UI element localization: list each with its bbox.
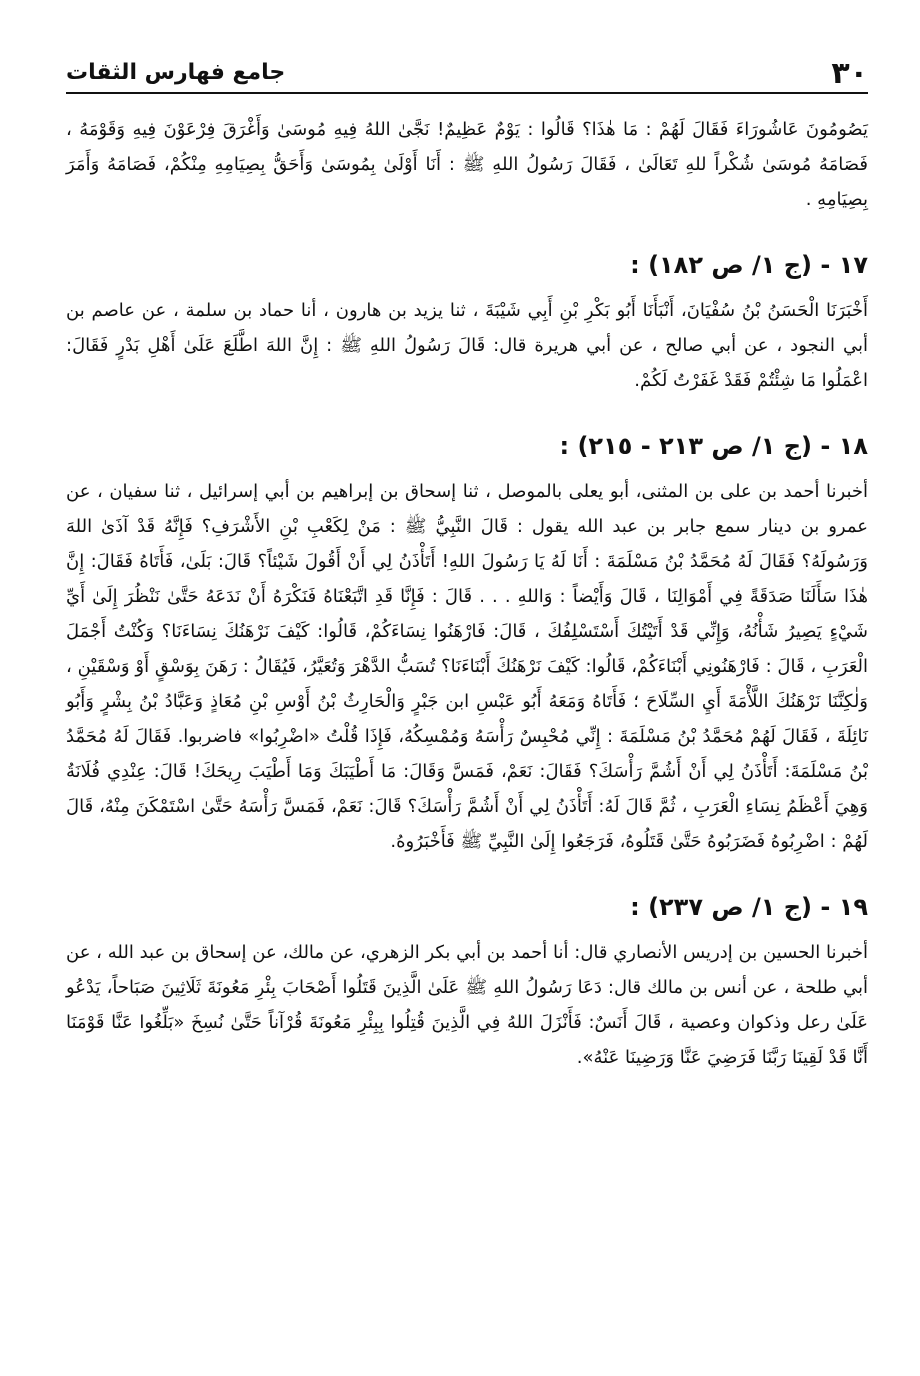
hadith-18-heading: ١٨ - (ج ١/ ص ٢١٣ - ٢١٥) : (559, 432, 868, 460)
page-number: ٣٠ (831, 56, 868, 91)
hadith-17-heading: ١٧ - (ج ١/ ص ١٨٢) : (630, 251, 868, 279)
hadith-17-text: أَخْبَرَنَا الْحَسَنُ بْنُ سُفْيَانَ، أَنْبَأَنَا أَبُو بَكْرِ بْنِ أَبِي شَيْبَةَ ، ثنا يزيد بن هارون ، أنا حماد بن سلمة ، عن عاصم بن أبي النجود ، عن أبي صالح ، عن أبي هريرة قال: قَالَ رَسُولُ اللهِ ﷺ : إِنَّ اللهَ اطَّلَعَ عَلَىٰ أَهْلِ بَدْرٍ فَقَالَ: اعْمَلُوا مَا شِئْتُمْ فَقَدْ غَفَرْتُ لَكُمْ. (66, 300, 868, 391)
running-title: جامع فهارس الثقات (66, 60, 286, 85)
hadith-18-text: أخبرنا أحمد بن على بن المثنى، أبو يعلى بالموصل ، ثنا إسحاق بن إبراهيم بن أبي إسرائيل ، ثنا سفيان ، عن عمرو بن دينار سمع جابر بن عبد الله يقول : قَالَ النَّبِيُّ ﷺ : مَنْ لِكَعْبِ بْنِ الأَشْرَفِ؟ فَإِنَّهُ قَدْ آذَىٰ اللهَ وَرَسُولَهُ؟ فَقَالَ لَهُ مُحَمَّدُ بْنُ مَسْلَمَةَ : أَنَا لَهُ يَا رَسُولَ اللهِ! أَتَأْذَنُ لِي أَنْ أَقُولَ شَيْئاً؟ قَالَ: بَلَىٰ، فَأَتَاهُ فَقَالَ: إِنَّ هٰذَا سَأَلَنَا صَدَقَةً فِي أَمْوَالِنَا ، قَالَ وَأَيْضاً : وَاللهِ . . . قَالَ : فَإِنَّا قَدِ اتَّبَعْنَاهُ فَنَكْرَهُ أَنْ نَدَعَهُ حَتَّىٰ نَنْظُرَ إِلَىٰ أَيِّ شَيْءٍ يَصِيرُ شَأْنُهُ، وَإِنِّي قَدْ أَتَيْتُكَ أَسْتَسْلِفُكَ ، قَالَ: فَارْهَنُوا نِسَاءَكُمْ، قَالُوا: كَيْفَ نَرْهَنُكَ نِسَاءَنَا؟ وَكُنْتُ أَجْمَلَ الْعَرَبِ ، قَالَ : فَارْهَنُونِي أَبْنَاءَكُمْ، قَالُوا: كَيْفَ نَرْهَنُكَ أَبْنَاءَنَا؟ تُسَبُّ الدَّهْرَ وَتُعَيَّرُ، فَيُقَالُ : رَهَنَ بِوَسْقٍ أَوْ وَسْقَيْنِ ، وَلٰكِنَّنَا نَرْهَنُكَ اللَّأْمَةَ أَيِ السِّلَاحَ ؛ فَأَتَاهُ وَمَعَهُ أَبُو عَبْسِ ابن جَبْرٍ وَالْحَارِثُ بْنُ أَوْسِ بْنِ مُعَاذٍ وَعَبَّادُ بْنُ بِشْرٍ وَأَبُو نَائِلَةَ ، فَقَالَ لَهُمْ مُحَمَّدُ بْنُ مَسْلَمَةَ : إِنِّي مُحْبِسٌ رَأْسَهُ وَمُمْسِكُهُ، فَإِذَا قُلْتُ «اضْرِبُوا» فاضربوا. فَقَالَ لَهُ مُحَمَّدُ بْنُ مَسْلَمَةَ: أَتَأْذَنُ لِي أَنْ أَشُمَّ رَأْسَكَ؟ فَقَالَ: نَعَمْ، فَمَسَّ وَقَالَ: مَا أَطْيَبَكَ وَمَا أَطْيَبَ رِيحَكَ! قَالَ: عِنْدِي فُلَانَةُ وَهِيَ أَعْظَمُ نِسَاءِ الْعَرَبِ ، ثُمَّ قَالَ لَهُ: أَتَأْذَنُ لِي أَنْ أَشُمَّ رَأْسَكَ؟ قَالَ: نَعَمْ، فَمَسَّ رَأْسَهُ حَتَّىٰ اسْتَمْكَنَ مِنْهُ، قَالَ لَهُمْ : اضْرِبُوهُ فَضَرَبُوهُ حَتَّىٰ قَتَلُوهُ، فَرَجَعُوا إِلَىٰ النَّبِيِّ ﷺ فَأَخْبَرُوهُ. (66, 481, 868, 852)
page-header (66, 52, 868, 94)
continuation-paragraph: يَصُومُونَ عَاشُورَاءَ فَقَالَ لَهُمْ : مَا هٰذَا؟ قَالُوا : يَوْمٌ عَظِيمٌ! نَجَّىٰ اللهُ فِيهِ مُوسَىٰ وَأَغْرَقَ فِرْعَوْنَ فِيهِ وَقَوْمَهُ ، فَصَامَهُ مُوسَىٰ شُكْراً للهِ تَعَالَىٰ ، فَقَالَ رَسُولُ اللهِ ﷺ : أَنَا أَوْلَىٰ بِمُوسَىٰ وَأَحَقُّ بِصِيَامِهِ مِنْكُمْ، فَصَامَهُ وَأَمَرَ بِصِيَامِهِ . (66, 119, 868, 210)
page-body (66, 112, 868, 1075)
hadith-19-heading: ١٩ - (ج ١/ ص ٢٣٧) : (630, 893, 868, 921)
hadith-19-text: أخبرنا الحسين بن إدريس الأنصاري قال: أنا أحمد بن أبي بكر الزهري، عن مالك، عن إسحاق بن عبد الله ، عن أبي طلحة ، عن أنس بن مالك قال: دَعَا رَسُولُ اللهِ ﷺ عَلَىٰ الَّذِينَ قَتَلُوا أَصْحَابَ بِئْرِ مَعُونَةَ ثَلَاثِينَ صَبَاحاً، يَدْعُو عَلَىٰ رعل وذكوان وعصية ، قَالَ أَنَسٌ: فَأَنْزَلَ اللهُ فِي الَّذِينَ قُتِلُوا بِبِئْرِ مَعُونَةَ قُرْآناً حَتَّىٰ نُسِخَ «بَلِّغُوا عَنَّا قَوْمَنَا أَنَّا قَدْ لَقِينَا رَبَّنَا فَرَضِيَ عَنَّا وَرَضِينَا عَنْهُ». (66, 942, 868, 1068)
